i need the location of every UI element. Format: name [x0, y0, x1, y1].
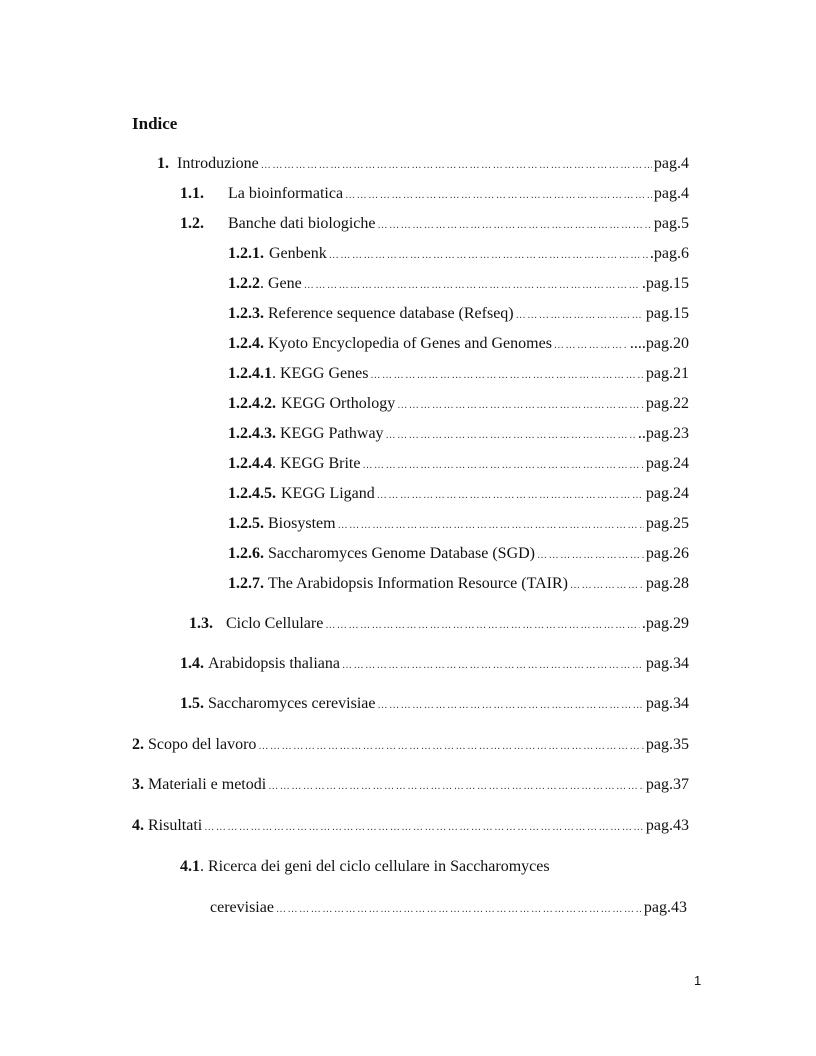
toc-entry-title: Arabidopsis thaliana [208, 655, 340, 672]
toc-entry-title: . KEGG Genes [272, 365, 369, 382]
toc-leader-dots [325, 616, 640, 636]
toc-entry-number: 1.2.4.5. [228, 485, 276, 502]
toc-entry-title: Saccharomyces cerevisiae [208, 695, 376, 712]
toc-entry-number: 1.2.2 [228, 275, 260, 292]
toc-entry-materiali[interactable] [132, 775, 689, 797]
toc-leader-dots [329, 246, 648, 266]
toc-entry-kegg-orthology[interactable] [228, 394, 689, 416]
toc-entry-title: La bioinformatica [228, 185, 344, 202]
toc-leader-dots [570, 576, 644, 596]
toc-entry-title: Biosystem [268, 515, 336, 532]
toc-leader-dots [276, 900, 642, 920]
toc-entry-number: 4. [132, 817, 144, 834]
toc-entry-number: 1.1. [180, 185, 204, 202]
toc-entry-number: 1.2.6. [228, 545, 264, 562]
toc-entry-page: pag.34 [645, 695, 689, 712]
toc-leader-dots [537, 546, 644, 566]
toc-entry-title: . Ricerca dei geni del ciclo cellulare in Saccharomyces [200, 858, 550, 875]
toc-entry-number: 1.2.1. [228, 245, 264, 262]
toc-leader-dots [554, 336, 628, 356]
toc-leader-dots [268, 777, 644, 797]
toc-entry-number: 3. [132, 776, 144, 793]
toc-entry-number: 1.2.4.3. [228, 425, 276, 442]
toc-entry-title: . Gene [260, 275, 302, 292]
toc-entry-page: pag.37 [645, 776, 689, 793]
toc-entry-number: 1.4. [180, 655, 204, 672]
toc-entry-title: Saccharomyces Genome Database (SGD) [268, 545, 536, 562]
toc-entry-number: 1.2. [180, 215, 204, 232]
toc-entry-page: pag.28 [645, 575, 689, 592]
toc-entry-page: pag.34 [645, 655, 689, 672]
page-number: 1 [694, 973, 702, 988]
toc-entry-number: 1. [157, 155, 169, 172]
toc-entry-title: Reference sequence database (Refseq) [268, 305, 514, 322]
toc-entry-number: 1.5. [180, 695, 204, 712]
toc-entry-page: ..pag.23 [637, 425, 689, 442]
toc-entry-page: pag.4 [653, 155, 689, 172]
toc-entry-title: Risultati [148, 817, 203, 834]
toc-entry-page: pag.43 [643, 899, 687, 916]
toc-entry-title: Banche dati biologiche [228, 215, 376, 232]
toc-leader-dots [342, 656, 644, 676]
toc-entry-title: Materiali e metodi [148, 776, 267, 793]
toc-entry-tair[interactable] [228, 574, 689, 596]
toc-entry-page: pag.15 [645, 305, 689, 322]
toc-entry-page: pag.35 [645, 736, 689, 753]
toc-entry-kegg-pathway[interactable] [228, 424, 689, 446]
toc-entry-page: pag.24 [645, 455, 689, 472]
toc-leader-dots [362, 456, 643, 476]
toc-leader-dots [397, 396, 644, 416]
toc-entry-title: The Arabidopsis Information Resource (TAIR) [268, 575, 568, 592]
toc-entry-title: Genbenk [269, 245, 327, 262]
toc-entry-number: 1.2.5. [228, 515, 264, 532]
toc-entry-refseq[interactable] [228, 304, 689, 326]
toc-entry-arabidopsis[interactable] [180, 654, 689, 676]
toc-entry-number: 2. [132, 736, 144, 753]
toc-entry-page: .pag.15 [641, 275, 689, 292]
toc-entry-ricerca-geni-continued[interactable] [210, 898, 687, 920]
toc-leader-dots [304, 276, 640, 296]
toc-leader-dots [378, 216, 652, 236]
toc-entry-ricerca-geni[interactable] [180, 857, 550, 877]
toc-entry-page: pag.22 [645, 395, 689, 412]
toc-entry-number: 4.1 [180, 858, 200, 875]
toc-entry-title: Kyoto Encyclopedia of Genes and Genomes [268, 335, 552, 352]
toc-entry-ciclo-cellulare[interactable] [189, 614, 689, 636]
toc-entry-kegg-ligand[interactable] [228, 484, 689, 506]
toc-heading: Indice [132, 114, 178, 133]
toc-leader-dots [258, 737, 643, 757]
toc-entry-title: Introduzione [177, 155, 259, 172]
toc-entry-scopo[interactable] [132, 735, 689, 757]
toc-entry-page: pag.21 [645, 365, 689, 382]
toc-entry-kegg[interactable] [228, 334, 689, 356]
toc-entry-title: KEGG Ligand [281, 485, 375, 502]
toc-entry-gene[interactable] [228, 274, 689, 296]
toc-entry-bioinformatica[interactable] [180, 184, 689, 206]
toc-entry-page: ....pag.20 [629, 335, 689, 352]
toc-entry-title: . KEGG Brite [272, 455, 361, 472]
toc-entry-risultati[interactable] [132, 816, 689, 838]
toc-leader-dots [261, 156, 652, 176]
toc-entry-title: cerevisiae [210, 899, 274, 916]
toc-leader-dots [377, 486, 644, 506]
toc-entry-saccharomyces[interactable] [180, 694, 689, 716]
toc-entry-biosystem[interactable] [228, 514, 689, 536]
toc-entry-title: Scopo del lavoro [148, 736, 257, 753]
toc-entry-page: pag.24 [645, 485, 689, 502]
toc-entry-number: 1.2.3. [228, 305, 264, 322]
toc-entry-banche-dati[interactable] [180, 214, 689, 236]
toc-entry-page: pag.43 [645, 817, 689, 834]
toc-leader-dots [345, 186, 652, 206]
toc-entry-page: pag.25 [645, 515, 689, 532]
toc-entry-page: pag.26 [645, 545, 689, 562]
toc-leader-dots [370, 366, 643, 386]
toc-entry-sgd[interactable] [228, 544, 689, 566]
toc-entry-introduzione[interactable] [157, 154, 689, 176]
toc-entry-number: 1.2.4.1 [228, 365, 272, 382]
toc-entry-number: 1.2.7. [228, 575, 264, 592]
toc-entry-number: 1.2.4.4 [228, 455, 272, 472]
toc-leader-dots [204, 818, 644, 838]
toc-entry-kegg-brite[interactable] [228, 454, 689, 476]
toc-entry-number: 1.2.4.2. [228, 395, 276, 412]
toc-leader-dots [516, 306, 644, 326]
toc-entry-page: .pag.29 [641, 615, 689, 632]
toc-leader-dots [338, 516, 644, 536]
toc-entry-page: .pag.6 [649, 245, 689, 262]
toc-entry-title: KEGG Orthology [281, 395, 396, 412]
toc-entry-title: KEGG Pathway [280, 425, 384, 442]
toc-entry-page: pag.4 [653, 185, 689, 202]
toc-entry-number: 1.3. [189, 615, 213, 632]
toc-entry-kegg-genes[interactable] [228, 364, 689, 386]
toc-leader-dots [386, 426, 636, 446]
toc-entry-number: 1.2.4. [228, 335, 264, 352]
toc-entry-title: Ciclo Cellulare [226, 615, 324, 632]
toc-entry-page: pag.5 [653, 215, 689, 232]
toc-leader-dots [377, 696, 643, 716]
toc-entry-genbenk[interactable] [228, 244, 689, 266]
